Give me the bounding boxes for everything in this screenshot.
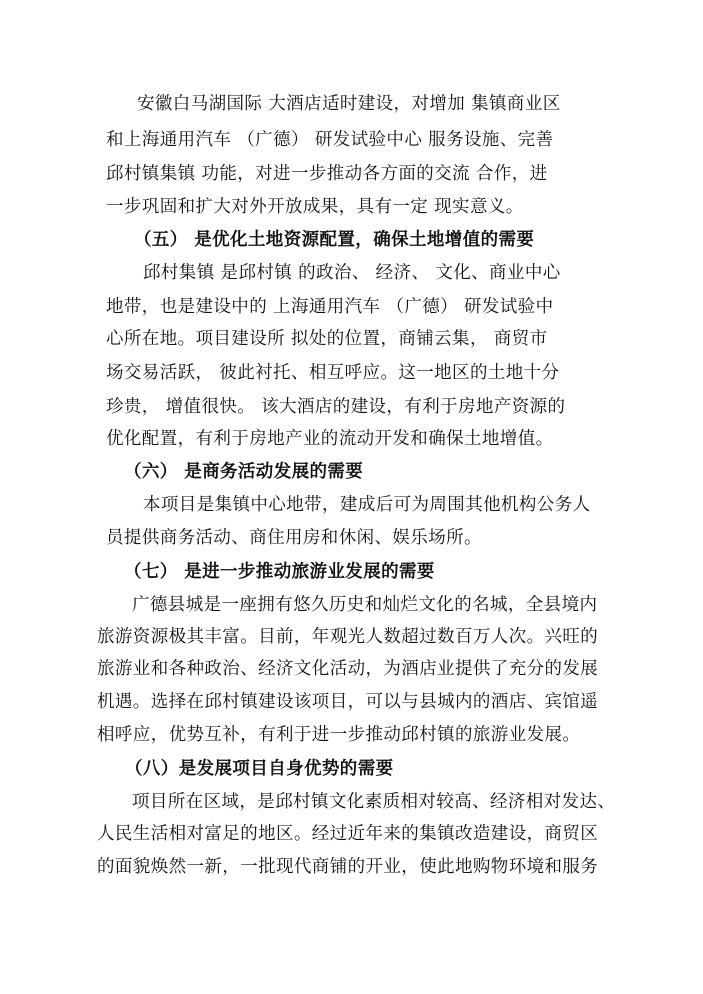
paragraph-line: 安徽白马湖国际 大酒店适时建设，对增加 集镇商业区 <box>137 94 561 114</box>
paragraph-line: 旅游资源极其丰富。目前，年观光人数超过数百万人次。兴旺的 <box>97 627 599 647</box>
section-heading: （五） 是优化土地资源配置，确保土地增值的需要 <box>134 230 535 250</box>
paragraph-line: 邱村镇集镇 功能，对进一步推动各方面的交流 合作，进 <box>106 164 548 184</box>
section-heading: （八）是发展项目自身优势的需要 <box>125 759 394 779</box>
paragraph-line: 相呼应，优势互补，有利于进一步推动邱村镇的旅游业发展。 <box>97 725 581 745</box>
paragraph-line: 员提供商务活动、商住用房和休闲、娱乐场所。 <box>106 528 482 548</box>
paragraph-line: 项目所在区域，是邱村镇文化素质相对较高、经济相对发达、 <box>132 792 616 812</box>
paragraph-line: 心所在地。项目建设所 拟处的位置，商铺云集， 商贸市 <box>106 329 548 349</box>
paragraph-line: 和上海通用汽车 （广德） 研发试验中心 服务设施、完善 <box>106 130 554 150</box>
paragraph-line: 珍贵， 增值很快。 该大酒店的建设，有利于房地产资源的 <box>106 397 566 417</box>
paragraph-line: 优化配置，有利于房地产业的流动开发和确保土地增值。 <box>106 429 554 449</box>
paragraph-line: 的面貌焕然一新，一批现代商铺的开业，使此地购物环境和服务 <box>97 857 599 877</box>
paragraph-line: 邱村集镇 是邱村镇 的政治、 经济、 文化、商业中心 <box>143 263 561 283</box>
section-heading: （七） 是进一步推动旅游业发展的需要 <box>124 562 435 582</box>
section-heading: （六） 是商务活动发展的需要 <box>124 462 364 482</box>
paragraph-line: 广德县城是一座拥有悠久历史和灿烂文化的名城，全县境内 <box>132 595 598 615</box>
paragraph-line: 旅游业和各种政治、经济文化活动，为酒店业提供了充分的发展 <box>97 659 599 679</box>
paragraph-line: 机遇。选择在邱村镇建设该项目，可以与县城内的酒店、宾馆遥 <box>97 692 599 712</box>
paragraph-line: 场交易活跃， 彼此衬托、相互呼应。这一地区的土地十分 <box>106 363 560 383</box>
paragraph-line: 人民生活相对富足的地区。经过近年来的集镇改造建设，商贸区 <box>97 824 599 844</box>
paragraph-line: 本项目是集镇中心地带，建成后可为周围其他机构公务人 <box>143 495 591 515</box>
paragraph-line: 地带，也是建设中的 上海通用汽车 （广德） 研发试验中 <box>106 297 554 317</box>
paragraph-line: 一步巩固和扩大对外开放成果，具有一定 现实意义。 <box>106 197 524 217</box>
